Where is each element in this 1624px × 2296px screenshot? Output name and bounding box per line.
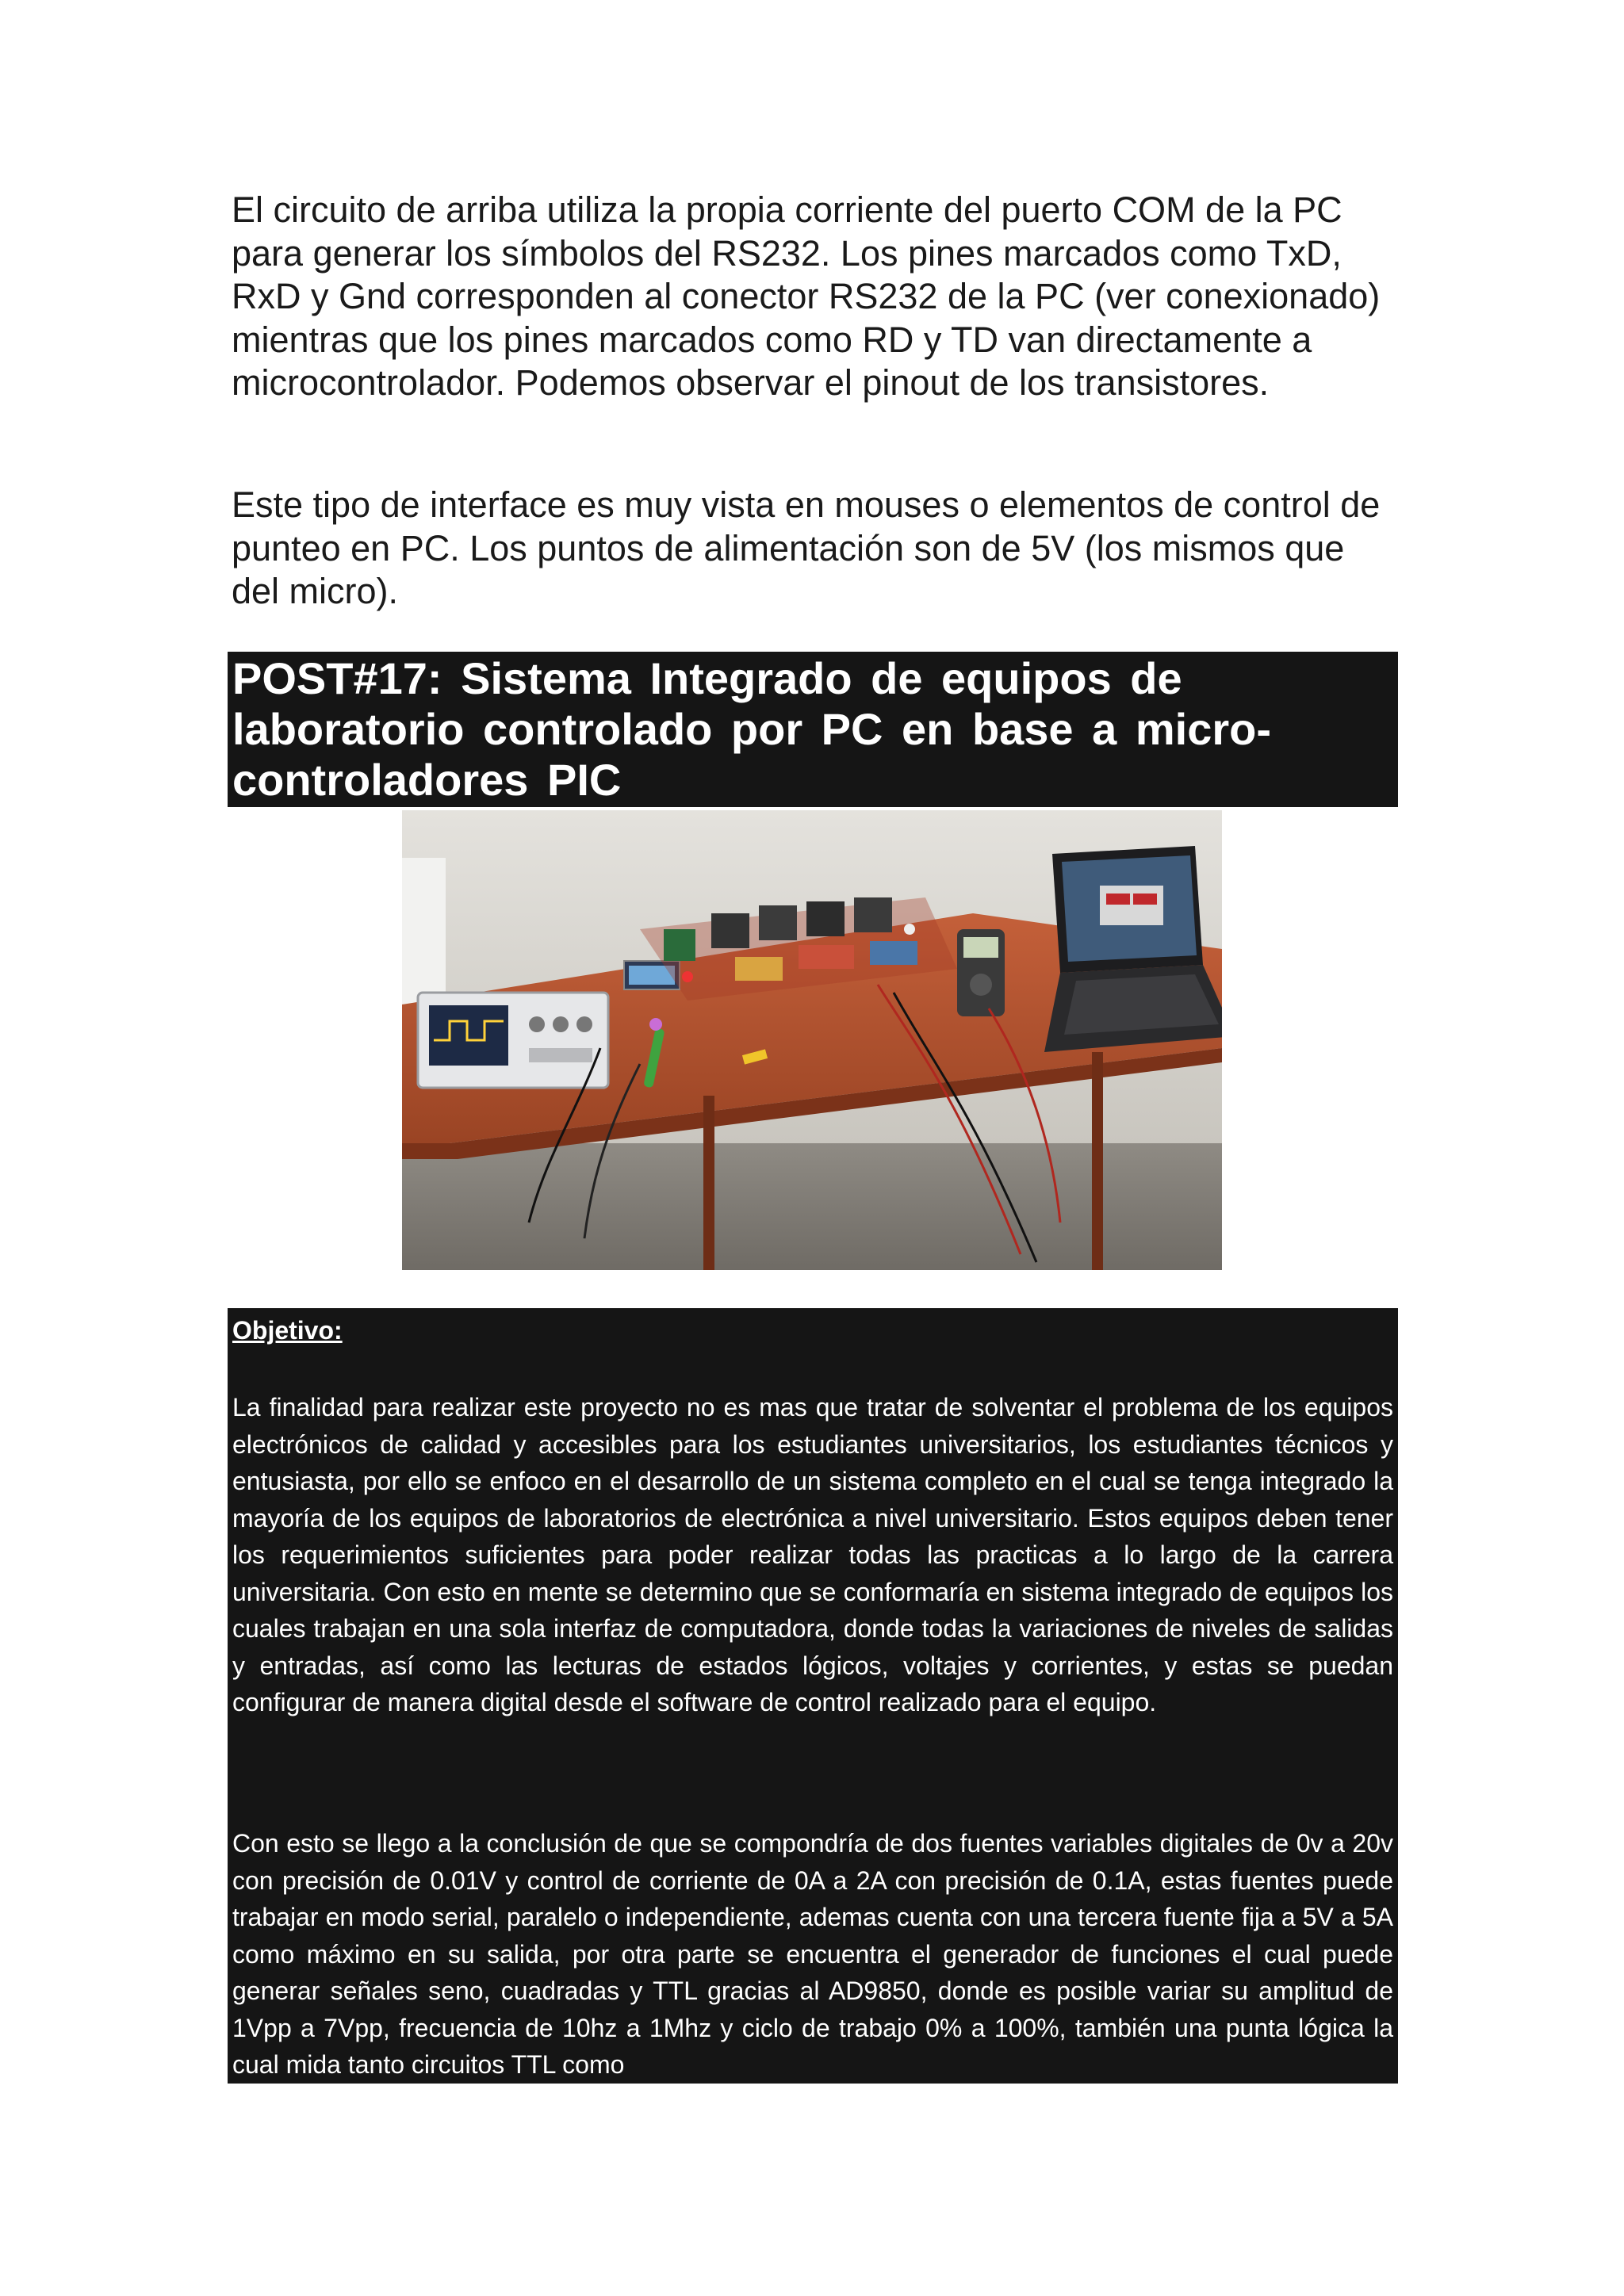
multimeter — [957, 929, 1005, 1016]
laptop — [1044, 846, 1222, 1052]
post-title-line-2: laboratorio controlado por PC en base a micro- — [232, 704, 1271, 754]
lab-equipment-photo — [402, 810, 1222, 1270]
oscilloscope — [418, 993, 608, 1088]
objetivo-heading: Objetivo: — [232, 1316, 343, 1345]
post-title-line-3: controladores PIC — [232, 755, 622, 805]
objetivo-section — [228, 1308, 1398, 2084]
post-title-line-1: POST#17: Sistema Integrado de equipos de — [232, 653, 1182, 703]
intro-paragraph-2: Este tipo de interface es muy vista en mouses o elementos de control de punteo en PC. Los puntos de alimentación son de 5V (los mismos que del micro). — [232, 484, 1381, 611]
photo-table-leg — [703, 1096, 714, 1270]
post-title — [232, 652, 1398, 806]
intro-paragraph-1: El circuito de arriba utiliza la propia corriente del puerto COM de la PC para generar los símbolos del RS232. Los pines marcados como TxD, RxD y Gnd corresponden al conector RS232 de la PC (ver conexionado) mientras que los pines marcados como RD y TD van directamente a microcontrolador. Podemos observar el pinout de los transistores. — [232, 189, 1381, 403]
post-title-banner — [228, 652, 1398, 807]
objetivo-paragraph-2: Con esto se llego a la conclusión de que se compondría de dos fuentes variables digitales de 0v a 20v con precisión de 0.01V y control de corriente de 0A a 2A con precisión de 0.1A, estas fuentes puede trabajar en modo serial, paralelo o independiente, ademas cuenta con una tercera fuente fija a 5V a 5A como máximo en su salida, por otra parte se encuentra el generador de funciones el cual puede generar señales seno, cuadradas y TTL gracias al AD9850, donde es posible variar su amplitud de 1Vpp a 7Vpp, frecuencia de 10hz a 1Mhz y ciclo de trabajo 0% a 100%, también una punta lógica la cual mida tanto circuitos TTL como — [232, 1829, 1393, 2079]
objetivo-paragraph-1: La finalidad para realizar este proyecto no es mas que tratar de solventar el problema de los equipos electrónicos de calidad y accesibles para los estudiantes universitarios, los estudiantes técnicos y entusiasta, por ello se enfoco en el desarrollo de un sistema completo en el cual se tenga integrado la mayoría de los equipos de laboratorios de electrónica a nivel universitario. Estos equipos deben tener los requerimientos suficientes para poder realizar todas las practicas a lo largo de la carrera universitaria. Con esto en mente se determino que se conformaría en sistema integrado de equipos los cuales trabajan en una sola interfaz de computadora, donde todas la variaciones de niveles de salidas y entradas, así como las lecturas de estados lógicos, voltajes y corrientes, y estas se puedan configurar de manera digital desde el software de control realizado para el equipo. — [232, 1393, 1393, 1716]
